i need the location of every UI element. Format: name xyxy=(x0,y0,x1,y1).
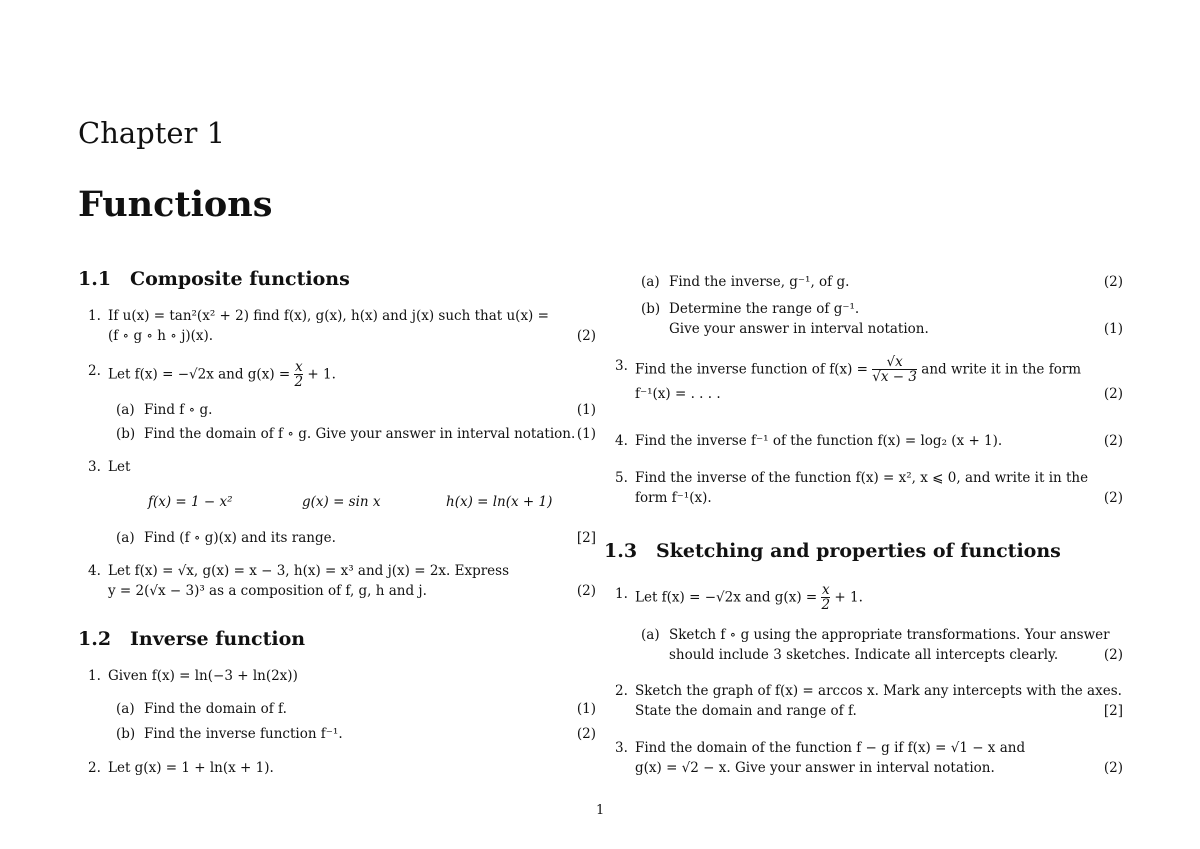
question-1-3-2: 2. Sketch the graph of f(x) = arccos x. Mark any intercepts with the axes. State the domain and range of f. [2] xyxy=(615,683,1123,719)
question-1-1-4: 4. Let f(x) = √x, g(x) = x − 3, h(x) = x³ and j(x) = 2x. Express y = 2(√x − 3)³ as a composition of f, g, h and j. (2) xyxy=(88,563,596,599)
marks: (2) xyxy=(576,328,596,344)
section-title: Composite functions xyxy=(130,268,350,290)
question-1-3-1a: (a) Sketch f ∘ g using the appropriate transformations. Your answer should include 3 sketches. Indicate all intercepts clearly. (2) xyxy=(641,627,1123,663)
question-1-2-4: 4. Find the inverse f⁻¹ of the function f(x) = log₂ (x + 1). (2) xyxy=(615,433,1123,449)
question-1-2-5: 5. Find the inverse of the function f(x) = x², x ⩽ 0, and write it in the form f⁻¹(x). (2) xyxy=(615,470,1123,506)
marks: (1) xyxy=(1103,321,1123,337)
fraction: $\frac{√x}{√x - 3}$ xyxy=(872,354,917,385)
section-number: 1.1 xyxy=(78,268,112,290)
fraction: $\frac{x}{2}$ xyxy=(294,359,304,390)
question-text: Let f(x) = −√2x and g(x) = xyxy=(108,366,291,383)
marks: (1) xyxy=(576,701,596,717)
question-1-1-1: 1. If u(x) = tan²(x² + 2) find f(x), g(x), h(x) and j(x) such that u(x) = (f ∘ g ∘ h ∘ j)(x). (2) xyxy=(88,308,596,344)
marks: (2) xyxy=(1103,490,1123,506)
marks: (2) xyxy=(1103,433,1123,449)
question-1-2-1: 1. Given f(x) = ln(−3 + ln(2x)) xyxy=(88,668,298,684)
question-1-2-2a: (a) Find the inverse, g⁻¹, of g. (2) xyxy=(641,274,1123,290)
page-number: 1 xyxy=(596,803,605,818)
question-1-2-3: 3. Find the inverse function of f(x) = $\frac{√x}{√x - 3}$ and write it in the form f⁻¹(x) = . . . . (2) xyxy=(615,354,1123,402)
question-1-2-1b: (b) Find the inverse function f⁻¹. (2) xyxy=(116,726,596,742)
marks: [2] xyxy=(576,530,596,546)
question-1-1-3: 3. Let xyxy=(88,459,131,475)
fraction: $\frac{x}{2}$ xyxy=(821,582,831,613)
question-1-1-2a: (a) Find f ∘ g. (1) xyxy=(116,402,596,418)
marks: (2) xyxy=(1103,386,1123,402)
question-1-2-2b: (b) Determine the range of g⁻¹. Give your answer in interval notation. (1) xyxy=(641,301,1123,337)
chapter-label: Chapter 1 xyxy=(78,116,226,150)
question-1-2-1a: (a) Find the domain of f. (1) xyxy=(116,701,596,717)
question-1-1-2: 2. Let f(x) = −√2x and g(x) = $\frac{x}{2}$ + 1. xyxy=(88,359,336,390)
marks: (1) xyxy=(576,402,596,418)
marks: (2) xyxy=(1103,760,1123,776)
marks: (2) xyxy=(576,583,596,599)
section-heading-composite xyxy=(78,268,350,290)
marks: [2] xyxy=(1103,703,1123,719)
marks: (2) xyxy=(1103,274,1123,290)
section-heading-inverse: 1.2 Inverse function xyxy=(78,628,306,650)
question-text: If u(x) = tan²(x² + 2) find f(x), g(x), h(x) and j(x) such that u(x) = xyxy=(108,308,549,324)
question-1-2-2: 2. Let g(x) = 1 + ln(x + 1). xyxy=(88,760,274,776)
marks: (2) xyxy=(1103,647,1123,663)
question-1-1-3a: (a) Find (f ∘ g)(x) and its range. [2] xyxy=(116,530,596,546)
question-1-3-3: 3. Find the domain of the function f − g if f(x) = √1 − x and g(x) = √2 − x. Give your answer in interval notation. (2) xyxy=(615,740,1123,776)
marks: (1) xyxy=(576,426,596,442)
marks: (2) xyxy=(576,726,596,742)
question-1-3-1: 1. Let f(x) = −√2x and g(x) = $\frac{x}{2}$ + 1. xyxy=(615,582,863,613)
question-1-1-2b: (b) Find the domain of f ∘ g. Give your answer in interval notation. (1) xyxy=(116,426,596,442)
page-title: Functions xyxy=(78,184,273,225)
section-heading-sketching: 1.3 Sketching and properties of functions xyxy=(604,540,1061,562)
question-text: (f ∘ g ∘ h ∘ j)(x). xyxy=(108,328,214,344)
